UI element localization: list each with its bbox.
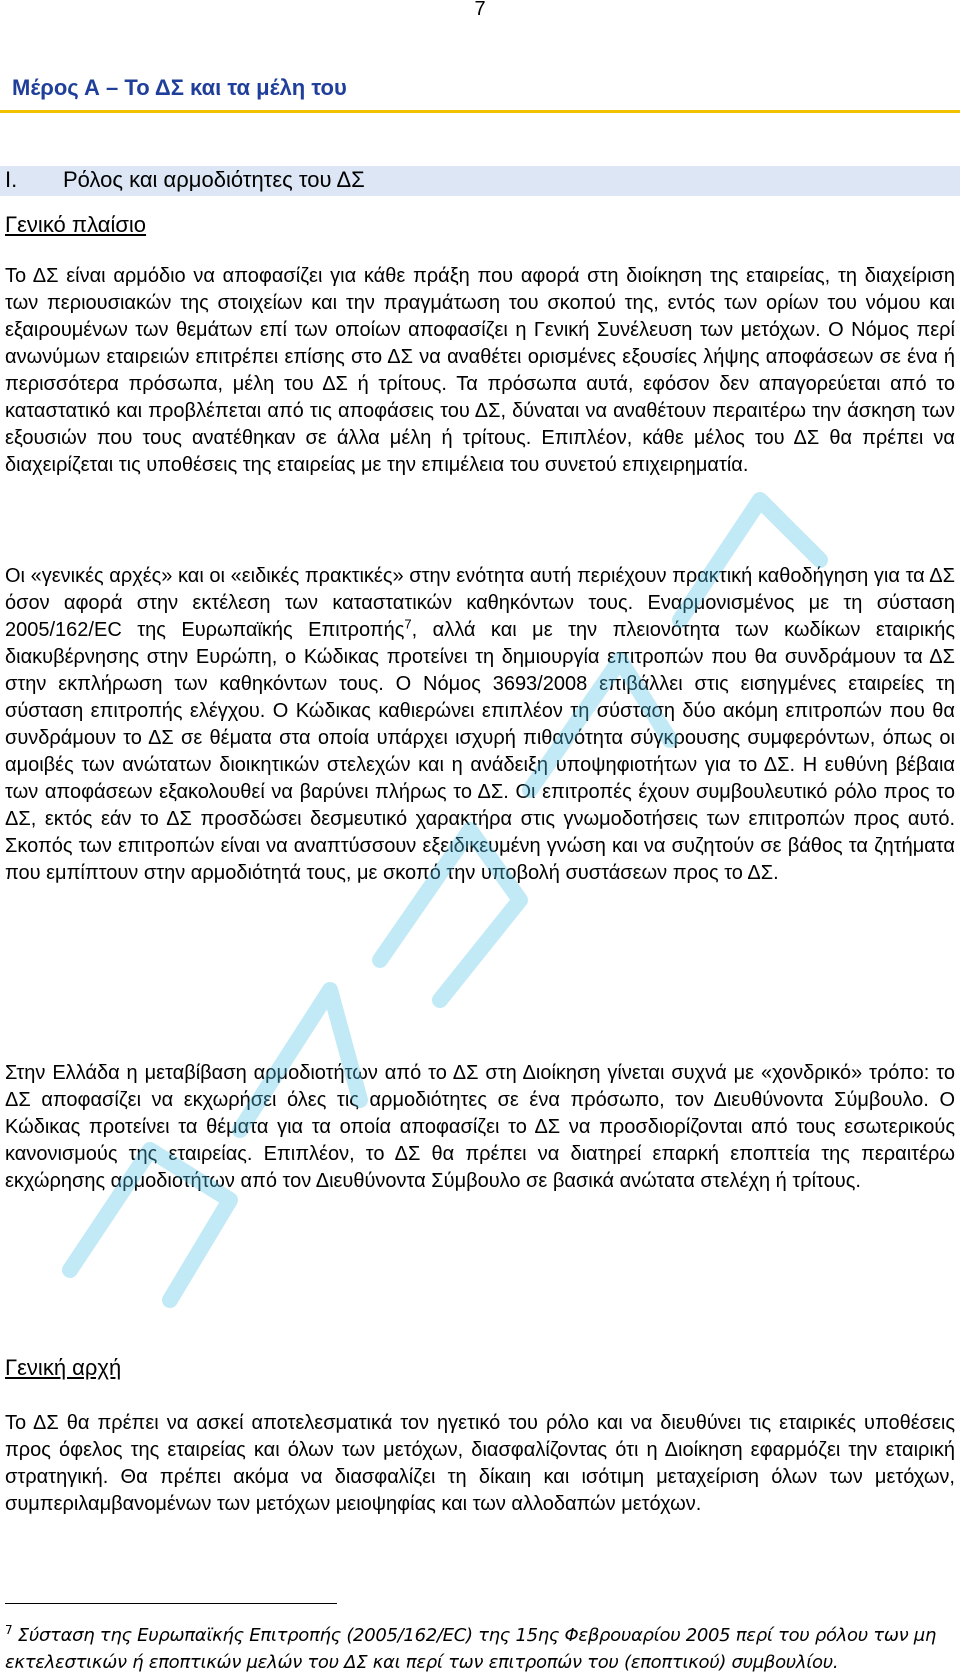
- paragraph-2-text-a: Οι «γενικές αρχές» και οι «ειδικές πρακτικές» στην ενότητα αυτή περιέχουν πρακτική καθοδήγηση για τα ΔΣ όσον αφορά στην εκτέλεση των καταστατικών καθηκόντων τους. Εναρμονισμένος με τη σύσταση 2005/162/EC της Ευρωπαϊκής Επιτροπής: [5, 565, 955, 641]
- footnote: [5, 1617, 955, 1676]
- footnote-separator: [5, 1603, 337, 1604]
- footnote-marker: 7: [5, 1623, 13, 1637]
- paragraph-2: [5, 563, 955, 887]
- paragraph-4: Το ΔΣ θα πρέπει να ασκεί αποτελεσματικά τον ηγετικό του ρόλο και να διευθύνει τις εταιρικές υποθέσεις προς όφελος της εταιρείας και όλων των μετόχων, διασφαλίζοντας ότι η Διοίκηση εφαρμόζει την εταιρική στρατηγική. Θα πρέπει ακόμα να διασφαλίζει τη δίκαιη και ισότιμη μεταχείριση όλων των μετόχων, συμπεριλαμβανομένων των μετόχων μειοψηφίας και των αλλοδαπών μετόχων.: [5, 1412, 955, 1515]
- page-number: 7: [474, 0, 486, 20]
- section-heading: [5, 167, 365, 193]
- paragraph-3: Στην Ελλάδα η μεταβίβαση αρμοδιοτήτων από το ΔΣ στη Διοίκηση γίνεται συχνά με «χονδρικό» τρόπο: το ΔΣ αποφασίζει να εκχωρήσει όλες τις αρμοδιότητες σε ένα πρόσωπο, τον Διευθύνοντα Σύμβουλο. Ο Κώδικας προτείνει τα θέματα για τα οποία αποφασίζει το ΔΣ να προσδιορίζονται από τους εσωτερικούς κανονισμούς της εταιρείας. Επιπλέον, το ΔΣ θα πρέπει να διατηρεί επαρκή εποπτεία της περαιτέρω εκχώρησης αρμοδιοτήτων από τον Διευθύνοντα Σύμβουλο σε βασικά ανώτατα στελέχη ή τρίτους.: [5, 1062, 955, 1192]
- section-title: Ρόλος και αρμοδιότητες του ΔΣ: [63, 167, 365, 192]
- paragraph-2-text-b: , αλλά και με την πλειονότητα των κωδίκων εταιρικής διακυβέρνησης στην Ευρώπη, ο Κώδικας προτείνει τη δημιουργία επιτροπών που θα συνδράμουν τα ΔΣ στην εκπλήρωση των καθηκόντων τους. Ο Νόμος 3693/2008 επιβάλλει στις εισηγμένες εταιρείες τη σύσταση επιτροπής ελέγχου. Ο Κώδικας καθιερώνει επιπλέον τη σύσταση δύο ακόμη επιτροπών που θα συνδράμουν το ΔΣ σε θέματα στα οποία υπάρχει ισχυρή πιθανότητα σύγκρουσης συμφερόντων, όπως οι αμοιβές των ανώτατων διοικητικών στελεχών και η ανάδειξη υποψηφιοτήτων για το ΔΣ. Η ευθύνη βέβαια των αποφάσεων εξακολουθεί να βαρύνει πλήρως το ΔΣ. Οι επιτροπές έχουν συμβουλευτικό ρόλο προς το ΔΣ, εκτός εάν το ΔΣ προσδώσει δεσμευτικό χαρακτήρα στις γνωμοδοτήσεις των επιτροπών προς αυτό. Σκοπός των επιτροπών είναι να αναπτύσσουν εξειδικευμένη γνώση και να συζητούν σε βάθος τα ζητήματα που εμπίπτουν στην αρμοδιότητά τους, με σκοπό την υποβολή συστάσεων προς το ΔΣ.: [5, 619, 955, 884]
- paragraph-1: Το ΔΣ είναι αρμόδιο να αποφασίζει για κάθε πράξη που αφορά στη διοίκηση της εταιρείας, τη διαχείριση των περιουσιακών της στοιχείων και την πραγμάτωση του σκοπού της, εντός των ορίων του νόμου και εξαιρουμένων των θεμάτων επί των οποίων αποφασίζει η Γενική Συνέλευση των μετόχων. Ο Νόμος περί ανωνύμων εταιρειών επιτρέπει επίσης στο ΔΣ να αναθέτει ορισμένες εξουσίες λήψης αποφάσεων σε ένα ή περισσότερα πρόσωπα, μέλη του ΔΣ ή τρίτους. Τα πρόσωπα αυτά, εφόσον δεν απαγορεύεται από το καταστατικό και προβλέπεται από τις αποφάσεις του ΔΣ, δύναται να αναθέτουν περαιτέρω την άσκηση των εξουσιών που τους ανατέθηκαν σε άλλα μέλη ή τρίτους. Επιπλέον, κάθε μέλος του ΔΣ θα πρέπει να διαχειρίζεται τις υποθέσεις της εταιρείας με την επιμέλεια του συνετού επιχειρηματία.: [5, 265, 955, 476]
- section-number: I.: [5, 167, 18, 192]
- part-title: Μέρος Α – Το ΔΣ και τα μέλη του: [12, 75, 347, 100]
- subheading-general-framework: Γενικό πλαίσιο: [5, 212, 147, 237]
- part-title-rule: [0, 110, 960, 113]
- subheading-general-principle: Γενική αρχή: [5, 1355, 122, 1380]
- footnote-reference: 7: [404, 616, 412, 632]
- footnote-text: Σύσταση της Ευρωπαϊκής Επιτροπής (2005/162/EC) της 15ης Φεβρουαρίου 2005 περί του ρόλου των μη εκτελεστικών ή εποπτικών μελών του ΔΣ και περί των επιτροπών του (εποπτικού) συμβουλίου.: [5, 1625, 937, 1673]
